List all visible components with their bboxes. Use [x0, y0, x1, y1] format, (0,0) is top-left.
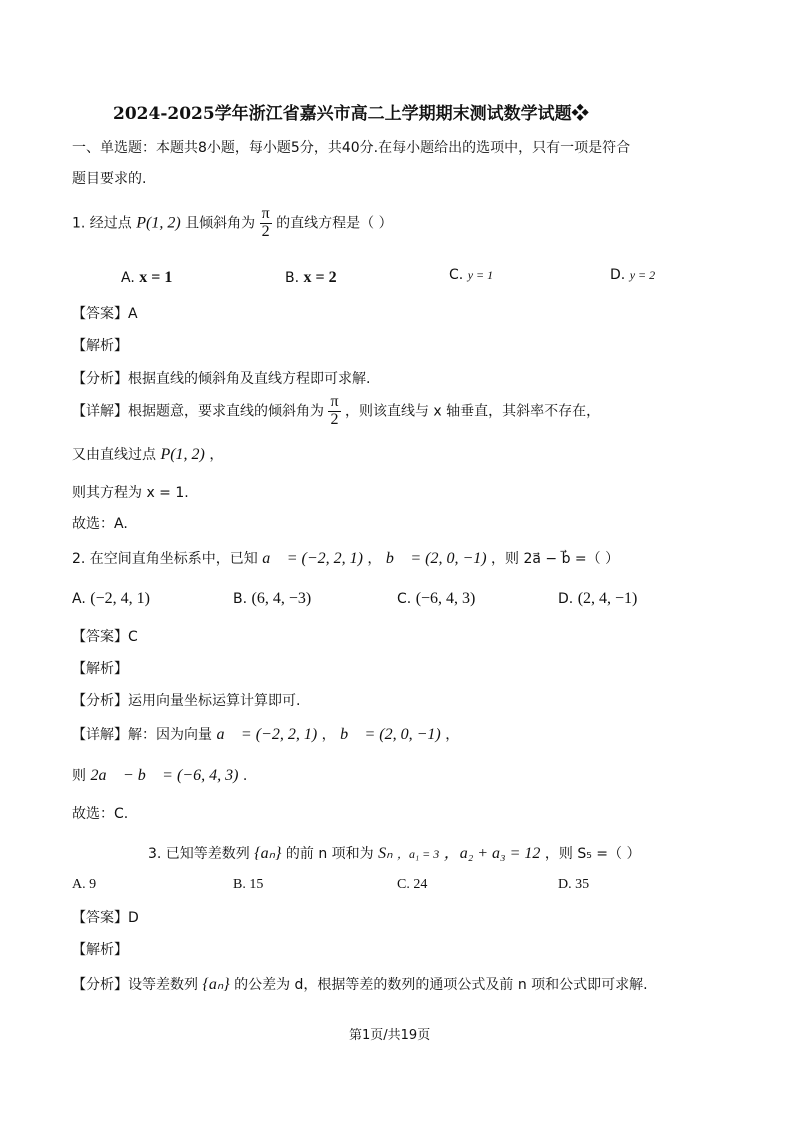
q2-prefix: 2. 在空间直角坐标系中，已知	[72, 551, 258, 567]
q2-option-a	[72, 590, 150, 608]
q2-option-b-label: B.	[233, 591, 248, 607]
q2-detail2-expr: 2a⃗ − b⃗ = (−6, 4, 3)	[90, 767, 239, 784]
q1-option-c-label: C.	[449, 267, 464, 283]
q1-suffix: 的直线方程是（ ）	[276, 215, 393, 232]
question-2-stem	[72, 548, 619, 568]
q2-option-b	[233, 590, 311, 608]
q1-point: P(1, 2)	[136, 214, 181, 232]
q2-detail-line1	[72, 724, 459, 744]
q3-option-c-label: C.	[397, 877, 410, 892]
q3-option-d	[558, 877, 589, 893]
q1-option-d-label: D.	[610, 267, 626, 283]
q3-option-b	[233, 877, 263, 893]
q1-answer: 【答案】A	[72, 306, 138, 322]
q2-detail-a: a⃗ = (−2, 2, 1)	[216, 726, 318, 743]
q2-a-vector: a⃗ = (−2, 2, 1)	[262, 550, 363, 567]
q1-mid: 且倾斜角为	[185, 215, 256, 232]
q2-choose: 故选：C.	[72, 806, 129, 822]
q2-detail2-prefix: 则	[72, 768, 86, 784]
q2-option-d-value: (2, 4, −1)	[577, 590, 638, 607]
q3-cond2: ，a₂ + a₃ = 12	[443, 845, 541, 862]
q1-detail-line2	[72, 444, 223, 464]
q1-frac-num: π	[261, 205, 270, 222]
q1-option-b-value: x = 2	[303, 269, 337, 286]
q2-option-d-label: D.	[558, 591, 574, 607]
q2-option-c-value: (−6, 4, 3)	[415, 590, 476, 607]
q3-fenxi-prefix: 【分析】设等差数列	[72, 977, 198, 993]
q1-option-a-label: A.	[121, 270, 135, 286]
q1-fenxi: 【分析】根据直线的倾斜角及直线方程即可求解.	[72, 371, 371, 387]
q2-option-c-label: C.	[397, 591, 412, 607]
q3-fenxi-seq: {aₙ}	[202, 976, 230, 993]
q1-option-d	[610, 267, 655, 283]
q2-option-a-value: (−2, 4, 1)	[90, 590, 150, 607]
q1-detail-frac-den: 2	[330, 410, 339, 428]
q2-detail-b: b⃗ = (2, 0, −1)	[340, 726, 441, 743]
q2-detail-end: ，	[445, 727, 460, 743]
q2-detail-line2	[72, 765, 247, 785]
q3-option-b-label: B.	[233, 877, 246, 892]
question-3-stem	[148, 840, 640, 863]
q2-detail-sep: ，	[321, 727, 336, 743]
q1-detail2-prefix: 又由直线过点	[72, 447, 156, 463]
q3-answer: 【答案】D	[72, 910, 139, 926]
q3-suffix: ，则 S₅ =（ ）	[544, 846, 641, 862]
section-heading-line1: 一、单选题：本题共8小题，每小题5分，共40分.在每小题给出的选项中，只有一项是符合	[72, 140, 631, 156]
q2-detail-prefix: 【详解】解：因为向量	[72, 727, 212, 743]
q2-fenxi: 【分析】运用向量坐标运算计算即可.	[72, 693, 301, 709]
q1-option-c-value: y = 1	[467, 268, 494, 282]
q1-detail-line1	[72, 394, 600, 429]
q1-detail2-point: P(1, 2)	[160, 446, 205, 463]
q3-option-a-label: A.	[72, 877, 86, 892]
q3-option-a-value: 9	[89, 877, 97, 892]
q3-cond1: ，a₁ = 3	[396, 847, 440, 861]
q2-option-c	[397, 590, 475, 608]
q3-option-c	[397, 877, 427, 893]
q1-option-a	[121, 269, 172, 287]
q1-detail-line3: 则其方程为 x = 1.	[72, 485, 189, 501]
q2-detail2-end: .	[242, 768, 248, 784]
q1-option-b-label: B.	[285, 270, 300, 286]
q1-choose: 故选：A.	[72, 516, 128, 532]
q3-analysis-heading: 【解析】	[72, 942, 128, 958]
q3-option-b-value: 15	[249, 877, 264, 892]
q3-option-c-value: 24	[413, 877, 428, 892]
q1-detail-suffix: ，则该直线与 x 轴垂直，其斜率不存在，	[344, 403, 601, 420]
q1-option-c	[449, 267, 493, 283]
q1-option-a-value: x = 1	[139, 269, 173, 286]
q1-option-b	[285, 269, 337, 287]
q1-option-d-value: y = 2	[629, 268, 656, 282]
q1-analysis-heading: 【解析】	[72, 338, 128, 354]
q3-sn: Sₙ	[378, 845, 393, 862]
q3-prefix: 3. 已知等差数列	[148, 846, 250, 862]
q2-option-d	[558, 590, 637, 608]
q1-detail2-suffix: ，	[209, 447, 224, 463]
q1-fraction	[260, 206, 272, 241]
q3-option-a	[72, 877, 96, 893]
q2-option-a-label: A.	[72, 591, 86, 607]
q3-mid: 的前 n 项和为	[285, 846, 374, 862]
q1-detail-frac-num: π	[330, 393, 339, 410]
q2-option-b-value: (6, 4, −3)	[251, 590, 312, 607]
q3-fenxi-suffix: 的公差为 d，根据等差的数列的通项公式及前 n 项和公式即可求解.	[234, 977, 648, 993]
q3-sequence: {aₙ}	[254, 845, 282, 862]
q3-option-d-label: D.	[558, 877, 572, 892]
q2-b-vector: b⃗ = (2, 0, −1)	[385, 550, 487, 567]
page-footer: 第1页/共19页	[349, 1028, 431, 1043]
q3-option-d-value: 35	[575, 877, 590, 892]
q2-suffix: ，则 2a⃗ − b⃗ =（ ）	[491, 551, 620, 567]
q2-analysis-heading: 【解析】	[72, 661, 128, 677]
q1-detail-fraction	[328, 394, 340, 429]
page-title: 2024-2025学年浙江省嘉兴市高二上学期期末测试数学试题❖	[113, 104, 589, 124]
q2-sep: ，	[367, 551, 382, 567]
question-1-stem	[72, 206, 393, 241]
q3-fenxi	[72, 974, 648, 994]
q1-detail-prefix: 【详解】根据题意，要求直线的倾斜角为	[72, 403, 324, 420]
q1-prefix: 1. 经过点	[72, 215, 132, 232]
section-heading-line2: 题目要求的.	[72, 171, 147, 187]
q2-answer: 【答案】C	[72, 629, 138, 645]
q1-frac-den: 2	[261, 222, 270, 240]
